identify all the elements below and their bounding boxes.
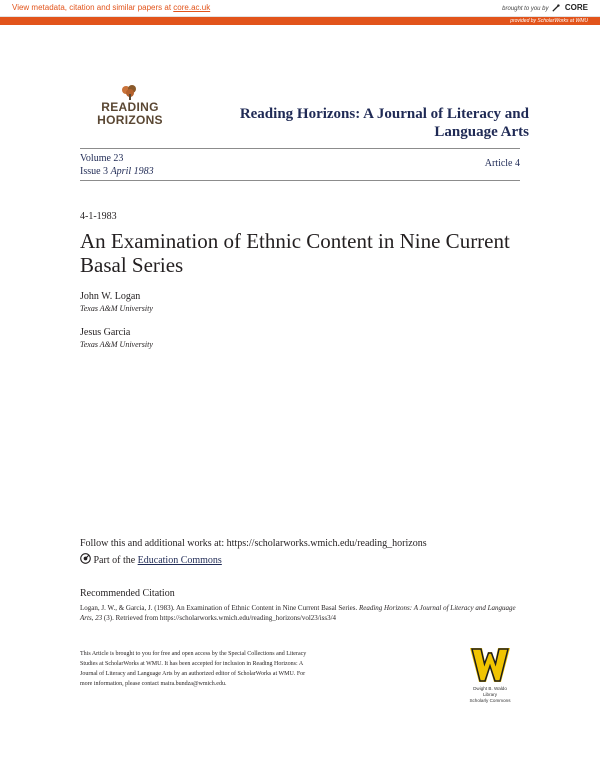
wmu-text-line: Library [482, 692, 498, 697]
author-affiliation: Texas A&M University [80, 340, 153, 349]
paper-title: An Examination of Ethnic Content in Nine Current Basal Series [80, 229, 510, 277]
follow-works-link[interactable]: Follow this and additional works at: https://scholarworks.wmich.edu/reading_horizons [80, 538, 427, 549]
provided-by-bar [0, 17, 600, 25]
wmu-w-icon [470, 648, 510, 682]
wmu-text-line: Scholarly Commons [469, 698, 511, 703]
logo-text-horizons: HORIZONS [97, 113, 163, 127]
logo-text-reading: READING [101, 100, 159, 114]
core-brand[interactable]: CORE [564, 3, 588, 12]
rights-statement: This Article is brought to you for free and open access by the Special Collections and Literacy Studies at ScholarWorks at WMU. It has been accepted for inclusion in Reading Horizons: A Journal of Literacy and Language Arts by an authorized editor of ScholarWorks at WMU. For more information, please contact maira.bundza@wmich.edu. [80, 651, 307, 687]
core-view-text: View metadata, citation and similar papers at [12, 3, 174, 12]
core-view-link[interactable] [12, 3, 210, 12]
network-icon [80, 553, 91, 564]
issue-date: April 1983 [110, 166, 154, 177]
issue-label: Issue 3 [80, 166, 109, 177]
issue-link[interactable] [80, 165, 154, 178]
citation-text [80, 603, 520, 623]
recommended-citation-heading: Recommended Citation [80, 588, 175, 599]
author-affiliation: Texas A&M University [80, 304, 153, 313]
part-of-line [80, 553, 222, 566]
author-name[interactable]: Jesus Garcia [80, 327, 131, 338]
brought-text: brought to you by [502, 6, 549, 12]
tree-icon [121, 85, 139, 101]
article-number: Article 4 [484, 158, 520, 169]
volume-link[interactable]: Volume 23 [80, 153, 124, 164]
wmu-text-line: Dwight B. Waldo [473, 686, 507, 691]
citation-part1: Logan, J. W., & Garcia, J. (1983). An Examination of Ethnic Content in Nine Current Basal Series. [80, 604, 359, 612]
core-link-text[interactable]: core.ac.uk [173, 3, 211, 12]
publication-date: 4-1-1983 [80, 211, 117, 222]
core-logo-icon [552, 4, 560, 12]
education-commons-link[interactable]: Education Commons [137, 555, 222, 566]
provided-text[interactable]: provided by ScholarWorks at WMU [510, 18, 588, 24]
author-name[interactable]: John W. Logan [80, 291, 141, 302]
volume-issue [80, 152, 154, 178]
wmu-logo[interactable] [455, 648, 525, 708]
citation-part2: (3). Retrieved from https://scholarworks.wmich.edu/reading_horizons/vol23/iss3/4 [102, 614, 337, 622]
journal-title[interactable]: Reading Horizons: A Journal of Literacy and Language Arts [239, 106, 529, 140]
divider-top [80, 148, 520, 149]
citation-journal: Reading Horizons: A Journal of Literacy and Language Arts, 23 [80, 604, 516, 622]
divider-bottom [80, 180, 520, 181]
core-banner [0, 0, 600, 17]
part-of-prefix: Part of the [93, 555, 138, 566]
brought-to-you [502, 3, 588, 12]
reading-horizons-logo[interactable] [80, 83, 180, 138]
